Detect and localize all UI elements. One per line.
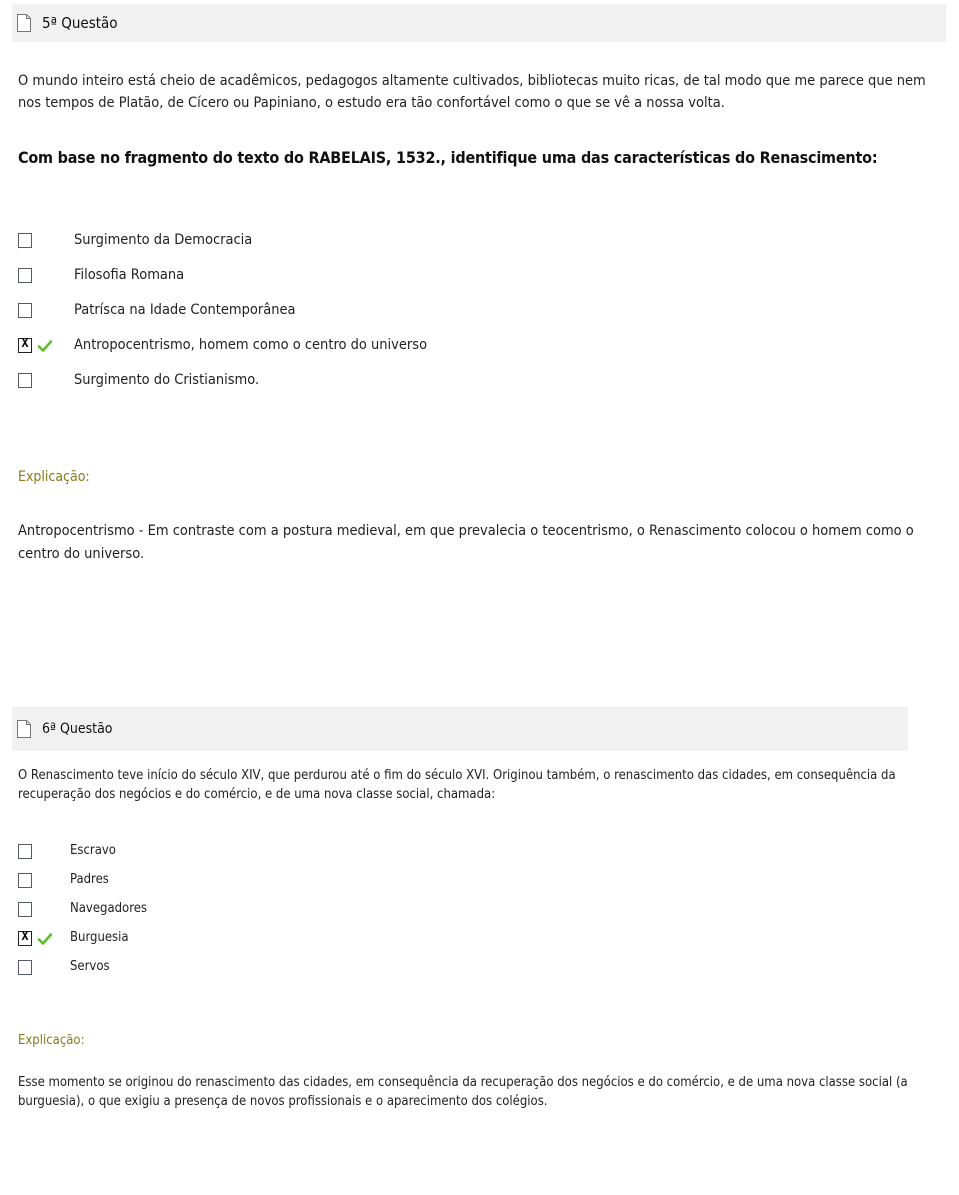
option-label: Patrísca na Idade Contemporânea <box>74 302 296 318</box>
option-label: Navegadores <box>70 901 148 916</box>
checkbox[interactable] <box>18 902 32 917</box>
checkbox[interactable] <box>18 233 32 248</box>
option-label: Padres <box>70 872 109 887</box>
option-3[interactable] <box>18 902 618 931</box>
option-5[interactable] <box>18 373 718 408</box>
question-5-statement: O mundo inteiro está cheio de acadêmicos, pedagogos altamente cultivados, bibliotecas muito ricas, de tal modo que me parece que nem nos tempos de Platão, de Cícero ou Papiniano, o estudo era tão confortável como o que se vê a nossa volta. <box>18 73 926 111</box>
option-4[interactable] <box>18 931 618 960</box>
question-5-prompt: Com base no fragmento do texto do RABELAIS, 1532., identifique uma das características do Renascimento: <box>18 148 878 167</box>
option-label: Surgimento da Democracia <box>74 232 253 248</box>
option-5[interactable] <box>18 960 618 989</box>
option-label: Burguesia <box>70 930 129 945</box>
question-6-explanation: Esse momento se originou do renascimento das cidades, em consequência da recuperação dos negócios e do comércio, e de uma nova classe social (a burguesia), o que exigiu a presença de novos profissionais e o aparecimento dos colégios. <box>18 1075 908 1109</box>
option-label: Surgimento do Cristianismo. <box>74 372 260 388</box>
checkbox[interactable] <box>18 873 32 888</box>
option-1[interactable] <box>18 233 718 268</box>
question-6-options <box>18 844 618 989</box>
checkbox[interactable] <box>18 960 32 975</box>
document-icon <box>16 14 32 32</box>
question-6-title: 6ª Questão <box>42 721 113 737</box>
question-5-options <box>18 233 718 408</box>
option-label: Servos <box>70 959 110 974</box>
checkbox[interactable] <box>18 303 32 318</box>
option-2[interactable] <box>18 873 618 902</box>
checkbox-checked[interactable] <box>18 338 32 353</box>
question-5-explanation: Antropocentrismo - Em contraste com a postura medieval, em que prevalecia o teocentrismo, o Renascimento colocou o homem como o centro do universo. <box>18 523 914 562</box>
option-3[interactable] <box>18 303 718 338</box>
question-5-title: 5ª Questão <box>42 14 118 32</box>
option-label: Filosofia Romana <box>74 267 185 283</box>
check-icon <box>38 340 52 352</box>
option-label: Escravo <box>70 843 116 858</box>
question-6-explanation-label: Explicação: <box>18 1033 85 1048</box>
option-label: Antropocentrismo, homem como o centro do universo <box>74 337 428 353</box>
document-icon <box>16 720 32 738</box>
option-1[interactable] <box>18 844 618 873</box>
checkbox[interactable] <box>18 373 32 388</box>
question-5-header <box>12 4 946 42</box>
checkbox-checked[interactable] <box>18 931 32 946</box>
question-6-header <box>12 707 908 751</box>
option-4[interactable] <box>18 338 718 373</box>
question-6-statement: O Renascimento teve início do século XIV, que perdurou até o fim do século XVI. Originou também, o renascimento das cidades, em consequência da recuperação dos negócios e do comércio, e de uma nova classe social, chamada: <box>18 768 896 802</box>
checkbox[interactable] <box>18 268 32 283</box>
question-5-explanation-label: Explicação: <box>18 469 90 485</box>
option-2[interactable] <box>18 268 718 303</box>
check-icon <box>38 933 52 945</box>
checkbox[interactable] <box>18 844 32 859</box>
